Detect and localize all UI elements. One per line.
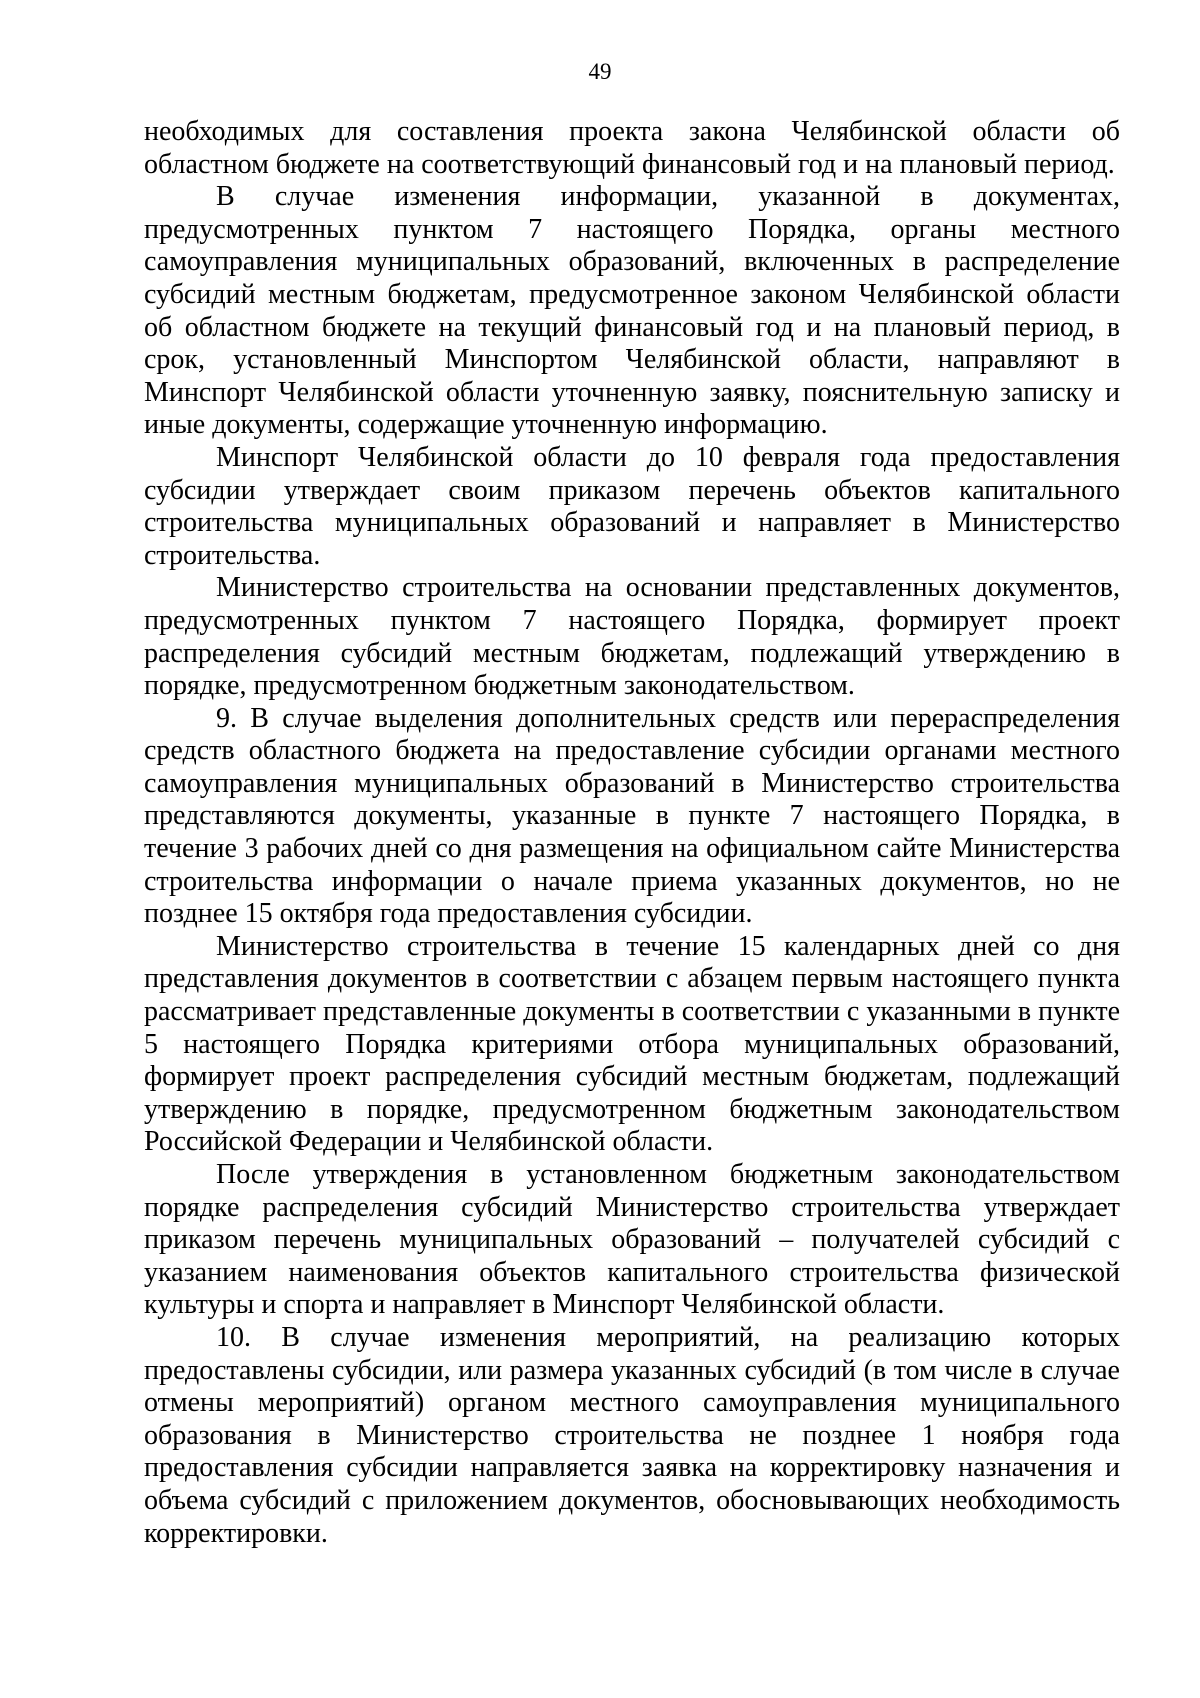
- document-body: [144, 116, 1120, 1550]
- paragraph-item-10: 10. В случае изменения мероприятий, на реализацию которых предоставлены субсидии, или размера указанных субсидий (в том числе в случае отмены мероприятий) органом местного самоуправления муниципального образования в Министерство строительства не позднее 1 ноября года предоставления субсидии направляется заявка на корректировку назначения и объема субсидий с приложением документов, обосновывающих необходимость корректировки.: [144, 1321, 1120, 1549]
- paragraph: В случае изменения информации, указанной в документах, предусмотренных пунктом 7 настоящего Порядка, органы местного самоуправления муниципальных образований, включенных в распределение субсидий местным бюджетам, предусмотренное законом Челябинской области об областном бюджете на текущий финансовый год и на плановый период, в срок, установленный Минспортом Челябинской области, направляют в Минспорт Челябинской области уточненную заявку, пояснительную записку и иные документы, содержащие уточненную информацию.: [144, 181, 1120, 441]
- paragraph-item-9: 9. В случае выделения дополнительных средств или перераспределения средств областного бюджета на предоставление субсидии органами местного самоуправления муниципальных образований в Министерство строительства представляются документы, указанные в пункте 7 настоящего Порядка, в течение 3 рабочих дней со дня размещения на официальном сайте Министерства строительства информации о начале приема указанных документов, но не позднее 15 октября года предоставления субсидии.: [144, 702, 1120, 930]
- paragraph: После утверждения в установленном бюджетным законодательством порядке распределения субсидий Министерство строительства утверждает приказом перечень муниципальных образований – получателей субсидий с указанием наименования объектов капитального строительства физической культуры и спорта и направляет в Минспорт Челябинской области.: [144, 1159, 1120, 1321]
- paragraph: Министерство строительства на основании представленных документов, предусмотренных пунктом 7 настоящего Порядка, формирует проект распределения субсидий местным бюджетам, подлежащий утверждению в порядке, предусмотренном бюджетным законодательством.: [144, 572, 1120, 702]
- paragraph-continuation: необходимых для составления проекта закона Челябинской области об областном бюджете на соответствующий финансовый год и на плановый период.: [144, 116, 1120, 180]
- paragraph: Минспорт Челябинской области до 10 февраля года предоставления субсидии утверждает своим приказом перечень объектов капитального строительства муниципальных образований и направляет в Министерство строительства.: [144, 441, 1120, 571]
- paragraph: Министерство строительства в течение 15 календарных дней со дня представления документов в соответствии с абзацем первым настоящего пункта рассматривает представленные документы в соответствии с указанными в пункте 5 настоящего Порядка критериями отбора муниципальных образований, формирует проект распределения субсидий местным бюджетам, подлежащий утверждению в порядке, предусмотренном бюджетным законодательством Российской Федерации и Челябинской области.: [144, 930, 1120, 1158]
- page-number: 49: [588, 59, 612, 84]
